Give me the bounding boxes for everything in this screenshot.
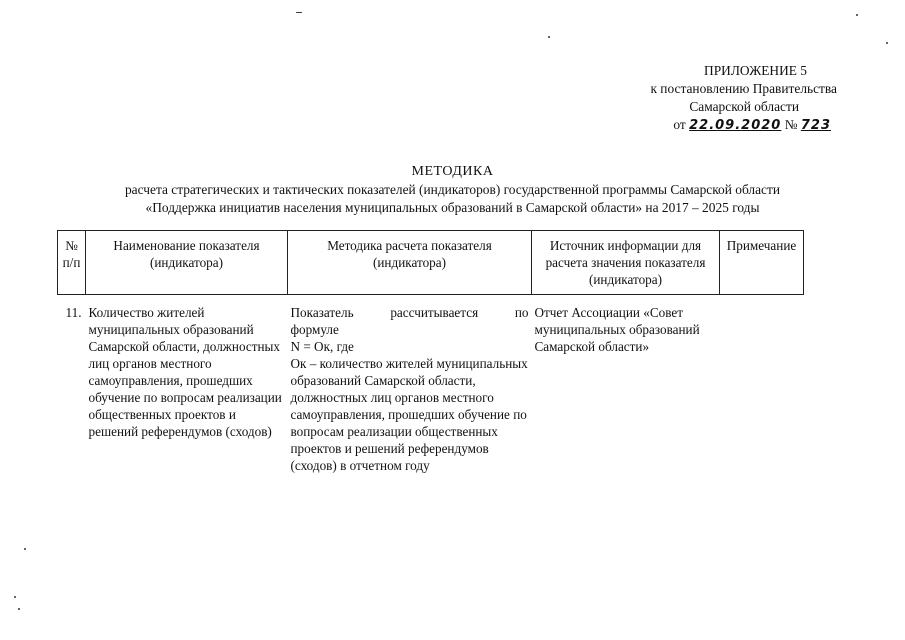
appendix-region: Самарской области [689, 99, 799, 114]
scan-speck [296, 12, 302, 13]
header-method: Методика расчета показателя (индикатора) [288, 231, 532, 295]
appendix-title: ПРИЛОЖЕНИЕ 5 [704, 63, 807, 78]
method-formula: N = Oк, где [290, 339, 354, 354]
header-note: Примечание [720, 231, 804, 295]
scan-speck [548, 36, 550, 38]
methodology-table [57, 230, 804, 474]
number-prefix: № [784, 117, 798, 132]
handwritten-date: 22.09.2020 [689, 118, 782, 133]
method-word: по [514, 305, 529, 320]
header-name: Наименование показателя (индикатора) [86, 231, 288, 295]
table-row [58, 295, 804, 475]
scan-speck [14, 596, 16, 598]
row-method [288, 295, 532, 475]
subtitle-line-2: «Поддержка инициатив населения муниципальных образований в Самарской области» на 2017 – 2025 годы [145, 200, 760, 215]
row-note [720, 295, 804, 475]
row-name: Количество жителей муниципальных образований Самарской области, должностных лиц органов местного самоуправления, прошедших обучение по вопросам реализации общественных проектов и решений референдумов (сходов) [88, 305, 282, 439]
handwritten-number: 723 [800, 118, 831, 133]
table-header-row [58, 231, 804, 295]
header-num: № п/п [58, 231, 86, 295]
appendix-block [577, 62, 837, 135]
method-word: рассчитывается [390, 305, 479, 320]
scan-speck [886, 42, 888, 44]
row-num: 11. [65, 305, 82, 320]
subtitle-line-1: расчета стратегических и тактических показателей (индикаторов) государственной программы Самарской области [124, 182, 781, 197]
appendix-date-line [577, 116, 831, 135]
method-first-line [291, 304, 529, 321]
scan-speck [18, 608, 20, 610]
method-definition: Oк – количество жителей муниципальных образований Самарской области, должностных лиц органов местного самоуправления, прошедших обучение по вопросам реализации общественных проектов и решений референдумов (сходов) в отчетном году [290, 356, 528, 473]
header-source: Источник информации для расчета значения показателя (индикатора) [532, 231, 720, 295]
method-word: Показатель [290, 305, 354, 320]
page-title: МЕТОДИКА [411, 164, 494, 179]
appendix-resolution: к постановлению Правительства [650, 81, 837, 96]
method-second-line: формуле [290, 322, 339, 337]
document-heading [0, 163, 905, 217]
scan-speck [24, 548, 26, 550]
date-prefix: от [673, 117, 686, 132]
row-source: Отчет Ассоциации «Совет муниципальных образований Самарской области» [534, 305, 700, 354]
scan-speck [856, 14, 858, 16]
